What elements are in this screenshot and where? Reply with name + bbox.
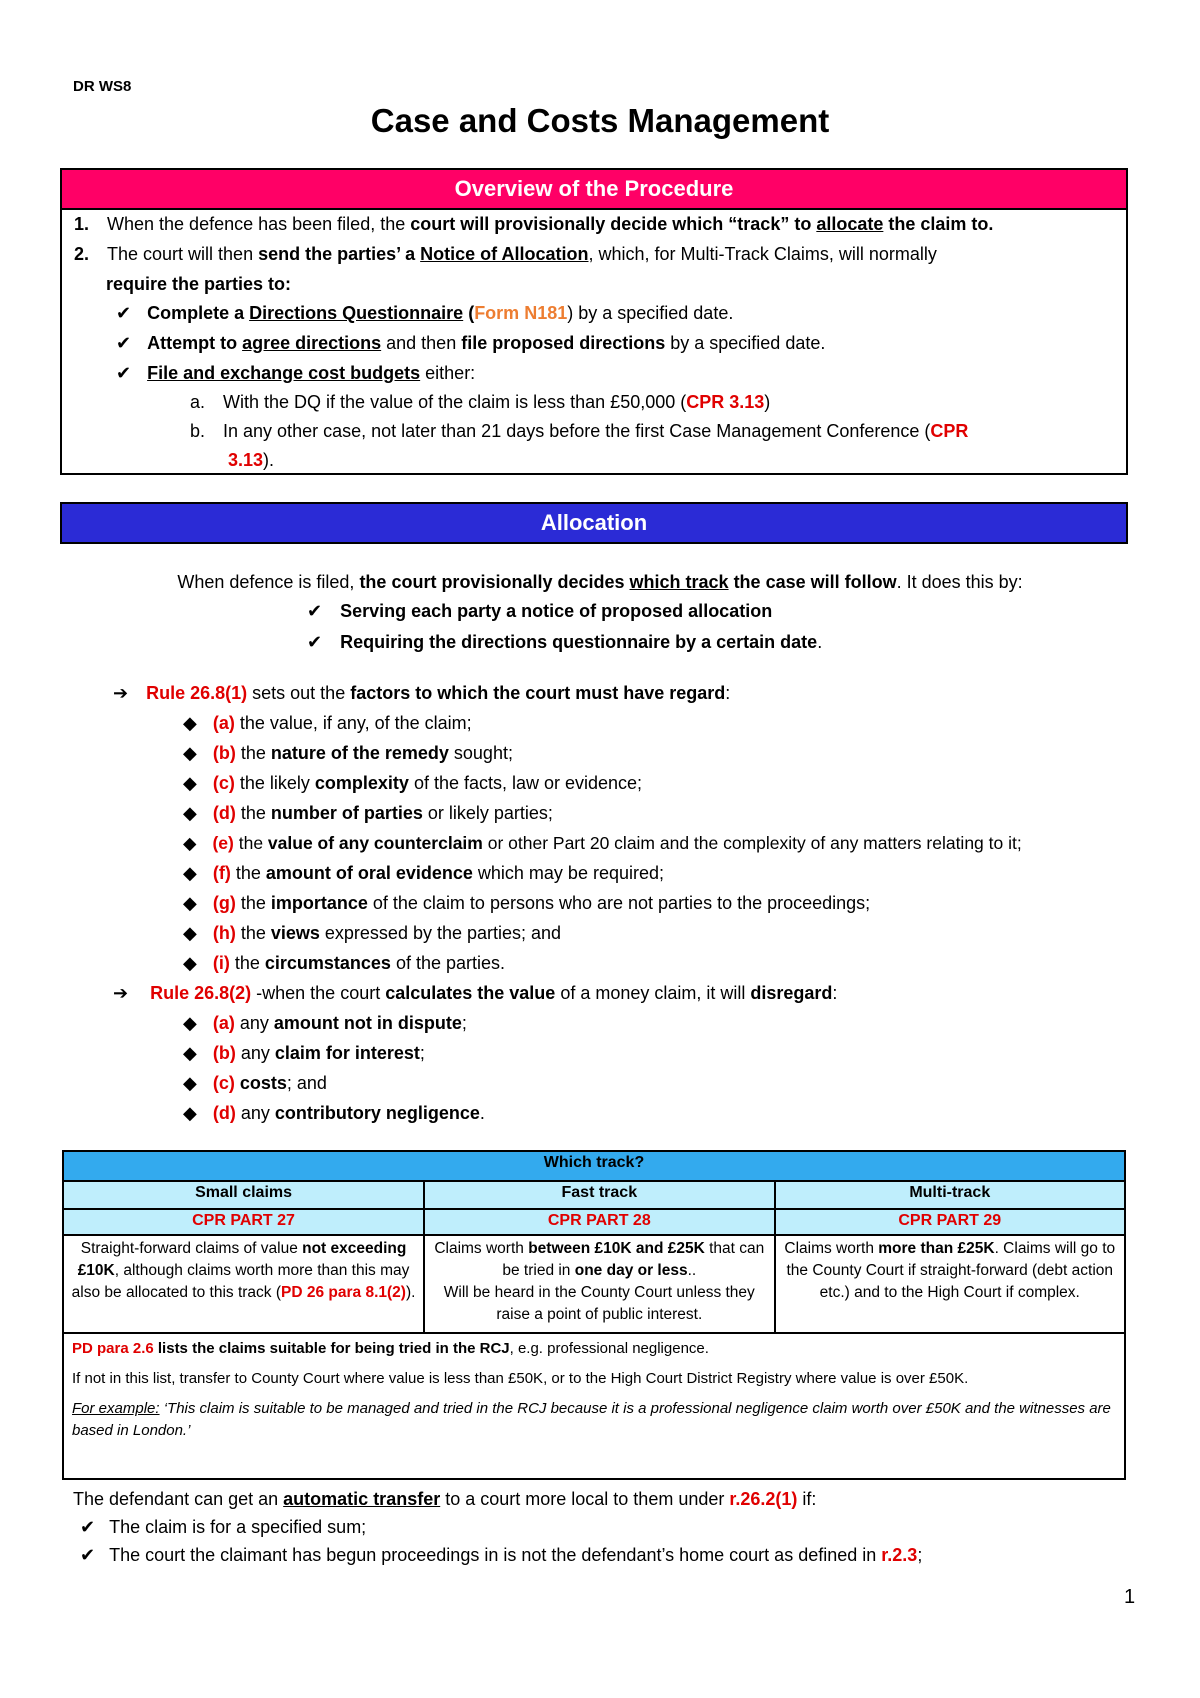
list-item: ◆ (c) costs; and xyxy=(183,1073,327,1093)
list-item: ◆ (g) the importance of the claim to persons who are not parties to the proceedings; xyxy=(183,893,871,913)
list-item: ◆ (b) any claim for interest; xyxy=(183,1043,425,1063)
track-desc-multi: Claims worth more than £25K. Claims will go to the County Court if straight-forward (debt action etc.) and to the High Court if complex. xyxy=(775,1235,1125,1333)
track-cpr-fast: CPR PART 28 xyxy=(424,1209,774,1235)
track-header-fast: Fast track xyxy=(424,1181,774,1209)
track-cpr-small: CPR PART 27 xyxy=(63,1209,424,1235)
track-note-1: PD para 2.6 lists the claims suitable for being tried in the RCJ, e.g. professional negligence. xyxy=(72,1340,709,1357)
diamond-icon: ◆ xyxy=(183,1103,197,1123)
list-item: ◆ (a) any amount not in dispute; xyxy=(183,1013,467,1033)
transfer-intro: The defendant can get an automatic transfer to a court more local to them under r.26.2(1) if: xyxy=(73,1489,817,1509)
list-item: ◆ (b) the nature of the remedy sought; xyxy=(183,743,513,763)
diamond-icon: ◆ xyxy=(183,1043,197,1063)
overview-sub-3: ✔ File and exchange cost budgets either: xyxy=(116,363,476,383)
allocation-heading-box xyxy=(60,502,1128,544)
list-item: ◆ (f) the amount of oral evidence which may be required; xyxy=(183,863,664,883)
arrow-icon: ➔ xyxy=(113,683,129,703)
track-table-notes xyxy=(63,1333,1125,1479)
diamond-icon: ◆ xyxy=(183,1073,197,1093)
track-note-2: If not in this list, transfer to County Court where value is less than £50K, or to the High Court District Registry where value is over £50K. xyxy=(72,1370,969,1387)
allocation-intro: When defence is filed, the court provisionally decides which track the case will follow. It does this by: xyxy=(177,572,1023,592)
diamond-icon: ◆ xyxy=(183,833,197,853)
list-item: ◆ (d) any contributory negligence. xyxy=(183,1103,485,1123)
rule-26-8-1: ➔ Rule 26.8(1) sets out the factors to which the court must have regard: xyxy=(113,683,731,703)
list-item: ◆ (e) the value of any counterclaim or other Part 20 claim and the complexity of any matters relating to it; xyxy=(183,833,1022,853)
overview-sub-2: ✔ Attempt to agree directions and then file proposed directions by a specified date. xyxy=(116,333,826,353)
overview-item-2: 2. The court will then send the parties’ a Notice of Allocation, which, for Multi-Track Claims, will normally xyxy=(74,244,937,264)
header-tag: DR WS8 xyxy=(73,78,132,95)
track-header-multi: Multi-track xyxy=(775,1181,1125,1209)
check-icon: ✔ xyxy=(116,363,132,383)
overview-sub-1: ✔ Complete a Directions Questionnaire (Form N181) by a specified date. xyxy=(116,303,734,323)
list-item: ◆ (d) the number of parties or likely parties; xyxy=(183,803,553,823)
allocation-check-2: ✔ Requiring the directions questionnaire by a certain date. xyxy=(307,632,823,652)
list-item: ◆ (h) the views expressed by the parties; and xyxy=(183,923,562,943)
diamond-icon: ◆ xyxy=(183,773,197,793)
track-cpr-multi: CPR PART 29 xyxy=(775,1209,1125,1235)
track-table-title: Which track? xyxy=(63,1151,1125,1181)
rule-26-8-2: ➔ Rule 26.8(2) -when the court calculates the value of a money claim, it will disregard: xyxy=(113,983,838,1003)
check-icon: ✔ xyxy=(80,1517,96,1537)
overview-item-2-cont: require the parties to: xyxy=(106,274,292,294)
transfer-check-1: ✔ The claim is for a specified sum; xyxy=(80,1517,367,1537)
check-icon: ✔ xyxy=(116,303,132,323)
track-header-small: Small claims xyxy=(63,1181,424,1209)
diamond-icon: ◆ xyxy=(183,713,197,733)
diamond-icon: ◆ xyxy=(183,863,197,883)
page-title: Case and Costs Management xyxy=(370,102,830,139)
overview-heading: Overview of the Procedure xyxy=(62,170,1126,210)
arrow-icon: ➔ xyxy=(113,983,129,1003)
diamond-icon: ◆ xyxy=(183,1013,197,1033)
overview-box xyxy=(60,168,1128,475)
track-desc-small: Straight-forward claims of value not exceeding £10K, although claims worth more than this may also be allocated to this track (PD 26 para 8.1(2)). xyxy=(63,1235,424,1333)
page-number: 1 xyxy=(1124,1586,1136,1608)
check-icon: ✔ xyxy=(307,601,323,621)
diamond-icon: ◆ xyxy=(183,953,197,973)
check-icon: ✔ xyxy=(307,632,323,652)
list-item: ◆ (i) the circumstances of the parties. xyxy=(183,953,506,973)
diamond-icon: ◆ xyxy=(183,803,197,823)
overview-sub-b: b. In any other case, not later than 21 days before the first Case Management Conference (CPR xyxy=(190,421,969,441)
diamond-icon: ◆ xyxy=(183,893,197,913)
overview-sub-b-cont: 3.13). xyxy=(228,450,275,470)
check-icon: ✔ xyxy=(80,1545,96,1565)
track-note-3: For example: ‘This claim is suitable to be managed and tried in the RCJ because it is a professional negligence claim worth over £50K and the witnesses are based in London.’ xyxy=(72,1400,1111,1439)
transfer-check-2: ✔ The court the claimant has begun proceedings in is not the defendant’s home court as defined in r.2.3; xyxy=(80,1545,923,1565)
track-desc-fast: Claims worth between £10K and £25K that can be tried in one day or less.. Will be heard in the County Court unless they raise a point of public interest. xyxy=(424,1235,774,1333)
list-item: ◆ (c) the likely complexity of the facts, law or evidence; xyxy=(183,773,643,793)
overview-sub-a: a. With the DQ if the value of the claim is less than £50,000 (CPR 3.13) xyxy=(190,392,771,412)
list-item: ◆ (a) the value, if any, of the claim; xyxy=(183,713,472,733)
allocation-check-1: ✔ Serving each party a notice of proposed allocation xyxy=(307,601,773,621)
check-icon: ✔ xyxy=(116,333,132,353)
diamond-icon: ◆ xyxy=(183,743,197,763)
allocation-heading: Allocation xyxy=(62,504,1126,542)
overview-item-1: 1. When the defence has been filed, the court will provisionally decide which “track” to allocate the claim to. xyxy=(74,214,994,234)
diamond-icon: ◆ xyxy=(183,923,197,943)
track-table xyxy=(62,1150,1126,1480)
